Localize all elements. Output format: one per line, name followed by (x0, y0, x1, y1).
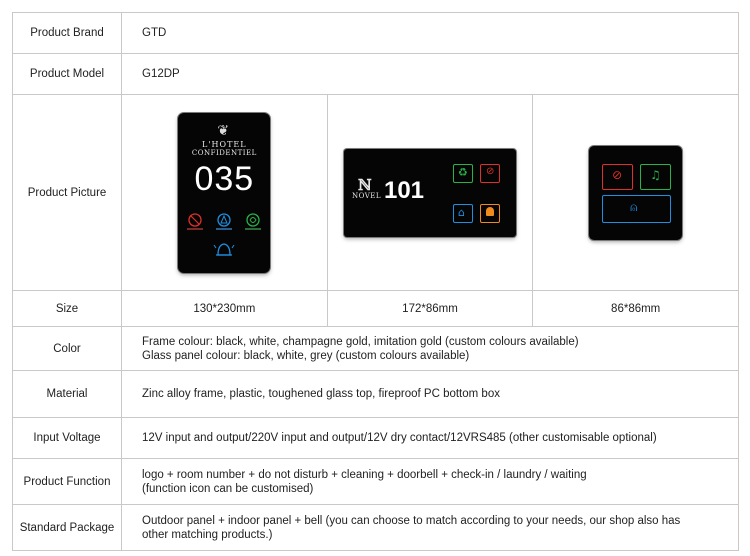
do-not-disturb-icon (187, 214, 203, 230)
material-value: Zinc alloy frame, plastic, toughened glass top, fireproof PC bottom box (122, 371, 739, 418)
package-text-line1: Outdoor panel + indoor panel + bell (you can choose to match according to your needs, our shop also has (142, 514, 681, 527)
hotel-name-line2: CONFIDENTIEL (191, 148, 257, 157)
picture-cell-1 (122, 95, 328, 291)
size-value-2: 172*86mm (327, 291, 533, 327)
panel-1-icons (178, 113, 270, 273)
bell-icon: ♫ (650, 167, 661, 182)
do-not-disturb-key (480, 164, 500, 183)
check-in-key (453, 204, 473, 223)
color-label: Color (13, 327, 122, 371)
home-icon: ⌂ (457, 205, 465, 219)
room-number: 035 (194, 159, 255, 198)
model-label: Product Model (13, 54, 122, 95)
row-function (13, 459, 739, 505)
frame-colour-text: Frame colour: black, white, champagne gold, imitation gold (custom colours available) (142, 335, 579, 348)
function-label: Product Function (13, 459, 122, 505)
doorbell-key (480, 204, 500, 223)
novel-logo-icon: ℕ (357, 175, 372, 194)
size-value-1: 130*230mm (122, 291, 328, 327)
cleaning-icon (216, 214, 232, 230)
bird-logo-icon: ❦ (217, 122, 230, 139)
picture-cell-2 (327, 95, 533, 291)
picture-label: Product Picture (13, 95, 122, 291)
logo-text: NOVEL (351, 191, 382, 200)
function-text-line2: (function icon can be customised) (142, 482, 314, 495)
picture-cell-3 (533, 95, 739, 291)
function-value (122, 459, 739, 505)
model-value: G12DP (122, 54, 739, 95)
row-package (13, 505, 739, 551)
brand-label: Product Brand (13, 13, 122, 54)
brand-value: GTD (122, 13, 739, 54)
doorbell-icon (214, 244, 234, 255)
row-brand (13, 13, 739, 54)
product-spec-table (12, 12, 739, 551)
size-value-3: 86*86mm (533, 291, 739, 327)
recycle-icon: ♻ (457, 165, 468, 179)
check-in-icon (245, 214, 261, 230)
row-color (13, 327, 739, 371)
cleaning-key (453, 164, 473, 183)
cleaning-key (640, 164, 671, 190)
row-voltage (13, 418, 739, 459)
package-label: Standard Package (13, 505, 122, 551)
row-picture (13, 95, 739, 291)
package-value (122, 505, 739, 551)
square-indoor-panel-image (589, 146, 682, 240)
function-text-line1: logo + room number + do not disturb + cleaning + doorbell + check-in / laundry / waiting (142, 468, 587, 481)
doorbell-key (602, 195, 671, 223)
do-not-disturb-key (602, 164, 633, 190)
room-number: 101 (383, 176, 425, 204)
color-value (122, 327, 739, 371)
hotel-name-line1: L'HOTEL (202, 139, 247, 149)
do-not-disturb-icon: ⊘ (485, 165, 495, 177)
size-label: Size (13, 291, 122, 327)
material-label: Material (13, 371, 122, 418)
row-model (13, 54, 739, 95)
voltage-value: 12V input and output/220V input and output/12V dry contact/12VRS485 (other customisable optional) (122, 418, 739, 459)
package-text-line2: other matching products.) (142, 528, 273, 541)
glass-colour-text: Glass panel colour: black, white, grey (custom colours available) (142, 349, 470, 362)
vertical-door-panel-image (178, 113, 270, 273)
bell-icon (486, 207, 494, 216)
row-material (13, 371, 739, 418)
row-size (13, 291, 739, 327)
horizontal-door-panel-image (344, 149, 516, 237)
voltage-label: Input Voltage (13, 418, 122, 459)
doorbell-icon: ⍝ (630, 199, 638, 214)
do-not-disturb-icon: ⊘ (612, 167, 623, 182)
